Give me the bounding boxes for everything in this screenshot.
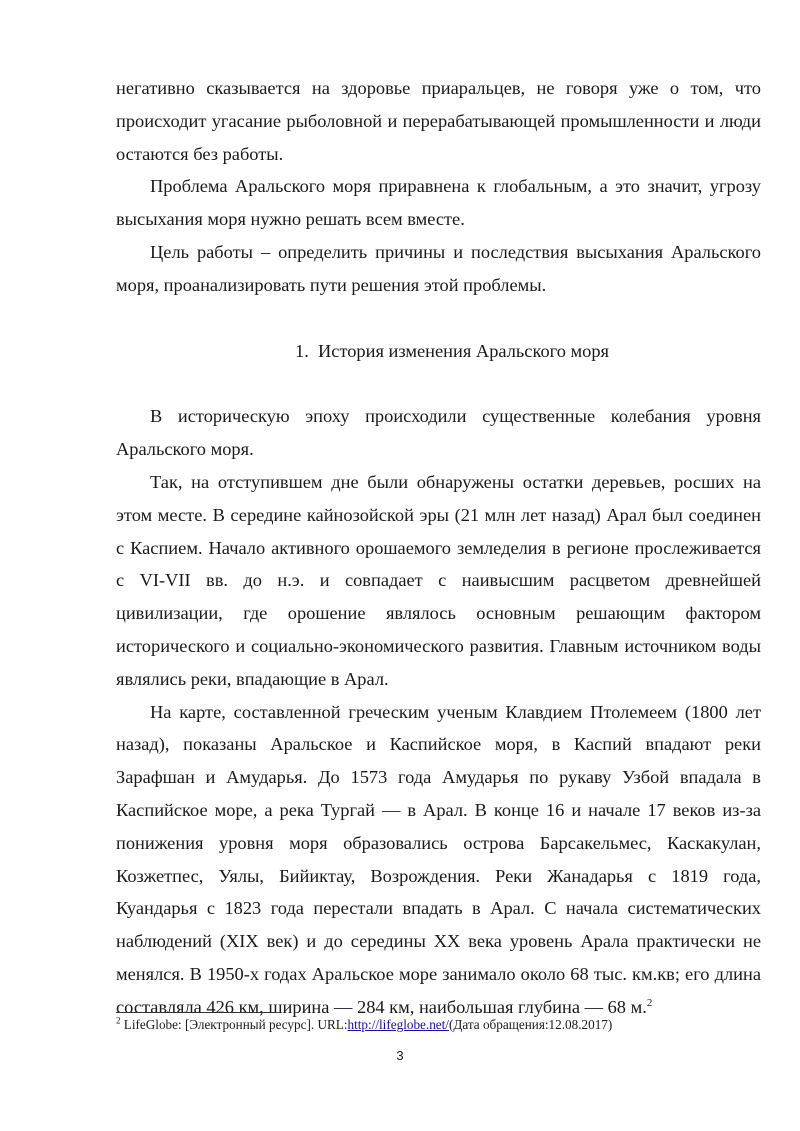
- paragraph-2: Проблема Аральского моря приравнена к глобальным, а это значит, угрозу высыхания моря нужно решать всем вместе.: [116, 176, 761, 230]
- footnote-separator: [116, 1012, 276, 1013]
- section-heading: [116, 335, 761, 368]
- footnote-date: (Дата обращения:12.08.2017): [448, 1017, 613, 1032]
- paragraph-1: негативно сказывается на здоровье приаральцев, не говоря уже о том, что происходит угасание рыболовной и перерабатывающей промышленности и люди остаются без работы.: [116, 78, 761, 164]
- section-number: 1.: [295, 340, 309, 361]
- footnote-link[interactable]: http://lifeglobe.net/: [347, 1017, 449, 1032]
- footnote-text: LifeGlobe: [Электронный ресурс]. URL:: [120, 1017, 348, 1032]
- paragraph-5: Так, на отступившем дне были обнаружены остатки деревьев, росших на этом месте. В середине кайнозойской эры (21 млн лет назад) Арал был соединен с Каспием. Начало активного орошаемого земледелия в регионе прослеживается с VI-VII вв. до н.э. и совпадает с наивысшим расцветом древнейшей цивилизации, где орошение являлось основным решающим фактором исторического и социально-экономического развития. Главным источником воды являлись реки, впадающие в Арал.: [116, 471, 761, 689]
- spacer: [116, 367, 761, 400]
- paragraph-3: Цель работы – определить причины и последствия высыхания Аральского моря, проанализировать пути решения этой проблемы.: [116, 241, 761, 295]
- section-title: История изменения Аральского моря: [318, 340, 610, 361]
- body-text: [116, 72, 761, 1024]
- footnote-reference[interactable]: 2: [646, 996, 653, 1009]
- paragraph-4: В историческую эпоху происходили существенные колебания уровня Аральского моря.: [116, 406, 761, 460]
- footnote-marker: 2: [116, 1015, 121, 1026]
- spacer: [116, 302, 761, 335]
- paragraph-6-text: На карте, составленной греческим ученым Клавдием Птолемеем (1800 лет назад), показаны Аральское и Каспийское моря, в Каспий впадают реки Зарафшан и Амударья. До 1573 года Амударья по рукаву Узбой впадала в Каспийское море, а река Тургай — в Арал. В конце 16 и начале 17 веков из-за понижения уровня моря образовались острова Барсакельмес, Каскакулан, Козжетпес, Уялы, Бийиктау, Возрождения. Реки Жанадарья с 1819 года, Куандарья с 1823 года перестали впадать в Арал. С начала систематических наблюдений (XIX век) и до середины XX века уровень Арала практически не менялся. В 1950-х годах Аральское море занимало около 68 тыс. км.кв; его длина составляла 426 км, ширина — 284 км, наибольшая глубина — 68 м.: [116, 701, 761, 1017]
- page-number: 3: [396, 1048, 404, 1063]
- paragraph-6: [116, 696, 761, 1024]
- footnote: [116, 1017, 776, 1033]
